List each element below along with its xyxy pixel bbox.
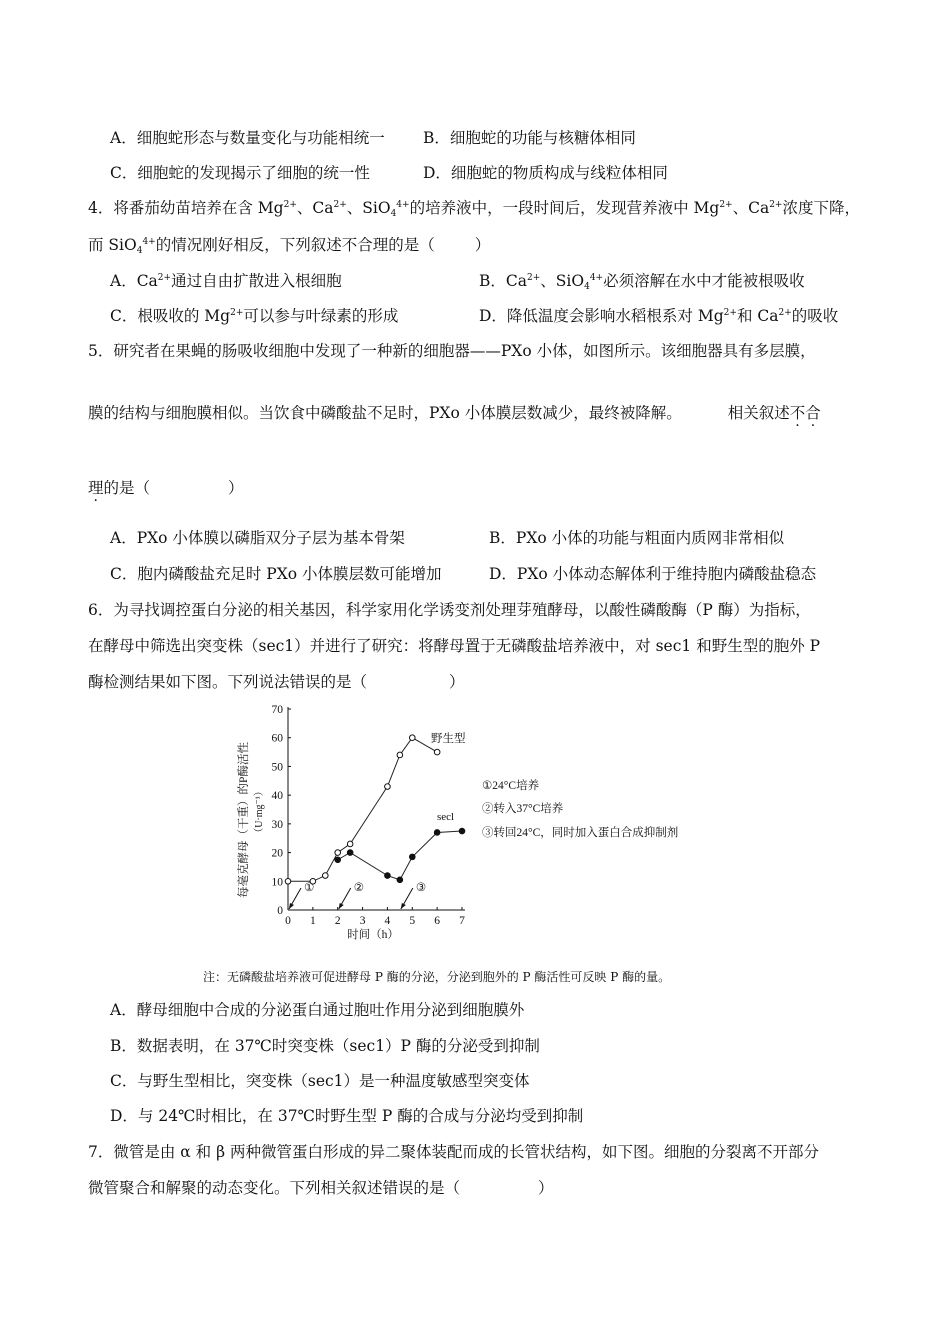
q5-stem-line1: 5．研究者在果蝇的肠吸收细胞中发现了一种新的细胞器——PXo 小体，如图所示。该细胞器具有多层膜， <box>88 342 816 360</box>
q6-stem-line3: 酶检测结果如下图。下列说法错误的是（ ） <box>88 673 465 691</box>
x-tick-label: 2 <box>334 915 341 927</box>
q6-stem-line1: 6．为寻找调控蛋白分泌的相关基因，科学家用化学诱变剂处理芽殖酵母，以酸性磷酸酶（P 酶）为指标， <box>88 601 811 619</box>
q4-option-c: C．根吸收的 $Mg^{2+}$可以参与叶绿素的形成 <box>110 307 399 325</box>
q4-option-b: B．$Ca^{2+}$、SiO$_4^{4+}$必须溶解在水中才能被根吸收 <box>479 272 805 292</box>
y-tick-label: 0 <box>277 905 283 917</box>
data-point <box>385 784 391 790</box>
series-label-sec1: secl <box>437 811 455 823</box>
q5-option-d: D．PXo 小体动态解体利于维持胞内磷酸盐稳态 <box>489 565 817 583</box>
q5-option-b: B．PXo 小体的功能与粗面内质网非常相似 <box>489 529 785 547</box>
x-tick-label: 1 <box>309 915 316 927</box>
annotation-label-2: ② <box>353 882 365 894</box>
x-tick-label: 5 <box>409 915 416 927</box>
q6-option-d: D．与 24℃时相比，在 37℃时野生型 P 酶的合成与分泌均受到抑制 <box>110 1107 584 1125</box>
data-point <box>409 735 415 741</box>
chart-y-axis-unit: （U·mg⁻¹） <box>254 786 265 838</box>
q7-stem-line1: 7．微管是由 α 和 β 两种微管蛋白形成的异二聚体装配而成的长管状结构，如下图。细胞的分裂离不开部分 <box>88 1143 820 1161</box>
annotation-arrowhead <box>339 903 344 909</box>
data-point <box>385 873 391 879</box>
data-point <box>434 749 440 755</box>
x-tick-label: 0 <box>285 915 291 927</box>
data-point <box>335 857 341 863</box>
q3-option-d: D．细胞蛇的物质构成与线粒体相同 <box>423 164 668 182</box>
data-point <box>335 850 341 856</box>
y-tick-label: 20 <box>271 847 283 860</box>
legend-item-2: ②转入37°C培养 <box>482 803 564 815</box>
q5-option-c: C．胞内磷酸盐充足时 PXo 小体膜层数可能增加 <box>110 565 442 583</box>
x-tick-label: 4 <box>384 915 391 927</box>
legend-item-1: ①24°C培养 <box>482 780 540 792</box>
data-point <box>434 830 440 836</box>
annotation-arrowhead <box>401 903 406 909</box>
annotation-arrowhead <box>289 903 294 909</box>
q4-option-a: A．$Ca^{2+}$通过自由扩散进入根细胞 <box>110 272 342 290</box>
data-point <box>285 878 291 884</box>
q4-stem-line2: 而 SiO$_4^{4+}$的情况刚好相反，下列叙述不合理的是（ ） <box>88 236 491 256</box>
q5-stem-line3: 理的是（ ） <box>88 479 244 497</box>
q4-stem-line1: 4．将番茄幼苗培养在含 $Mg^{2+}$、$Ca^{2+}$、SiO$_4^{4+}$的培养液中，一段时间后，发现营养液中 $Mg^{2+}$、$Ca^{2+}$浓度下降， <box>88 199 860 219</box>
data-point <box>459 828 465 834</box>
data-point <box>409 854 415 860</box>
data-point <box>347 841 353 847</box>
y-tick-label: 50 <box>271 761 283 774</box>
q5-option-a: A．PXo 小体膜以磷脂双分子层为基本骨架 <box>110 529 405 547</box>
q6-option-b: B．数据表明，在 37℃时突变株（sec1）P 酶的分泌受到抑制 <box>110 1037 540 1055</box>
q4-option-d: D．降低温度会影响水稻根系对 $Mg^{2+}$和 $Ca^{2+}$的吸收 <box>479 307 839 325</box>
annotation-label-3: ③ <box>415 882 427 894</box>
p-enzyme-activity-chart <box>230 700 730 950</box>
chart-series-lines <box>288 738 462 882</box>
y-tick-label: 30 <box>271 818 283 831</box>
chart-annotations <box>289 882 426 909</box>
q6-stem-line2: 在酵母中筛选出突变株（sec1）并进行了研究：将酵母置于无磷酸盐培养液中，对 sec1 和野生型的胞外 P <box>88 637 821 655</box>
series-line-1 <box>338 831 462 880</box>
data-point <box>322 873 328 879</box>
y-tick-label: 10 <box>271 876 283 889</box>
y-tick-label: 70 <box>271 704 283 716</box>
legend-item-3: ③转回24°C，同时加入蛋白合成抑制剂 <box>482 827 679 839</box>
y-tick-label: 40 <box>271 790 283 803</box>
x-tick-label: 6 <box>434 915 441 927</box>
chart-y-axis-label: 每毫克酵母（干重）的P酶活性 <box>238 742 250 898</box>
q5-stem-line2: 膜的结构与细胞膜相似。当饮食中磷酸盐不足时，PXo 小体膜层数减少，最终被降解。 相关叙述不合 <box>88 404 821 422</box>
chart-x-axis-label: 时间（h） <box>347 929 399 941</box>
chart-data-points <box>285 735 465 884</box>
x-tick-label: 7 <box>459 915 465 927</box>
y-tick-label: 60 <box>271 732 283 745</box>
series-label-wildtype: 野生型 <box>431 733 466 745</box>
chart-note: 注：无磷酸盐培养液可促进酵母 P 酶的分泌，分泌到胞外的 P 酶活性可反映 P 酶的量。 <box>203 970 671 984</box>
q6-option-c: C．与野生型相比，突变株（sec1）是一种温度敏感型突变体 <box>110 1072 530 1090</box>
data-point <box>347 850 353 856</box>
data-point <box>397 877 403 883</box>
q3-option-b: B．细胞蛇的功能与核糖体相同 <box>423 129 636 147</box>
q6-option-a: A．酵母细胞中合成的分泌蛋白通过胞吐作用分泌到细胞膜外 <box>110 1001 525 1019</box>
data-point <box>397 752 403 758</box>
q3-option-a: A．细胞蛇形态与数量变化与功能相统一 <box>110 129 385 147</box>
q3-option-c: C．细胞蛇的发现揭示了细胞的统一性 <box>110 164 370 182</box>
x-tick-label: 3 <box>359 915 366 927</box>
annotation-label-1: ① <box>304 882 315 894</box>
q7-stem-line2: 微管聚合和解聚的动态变化。下列相关叙述错误的是（ ） <box>88 1179 554 1197</box>
